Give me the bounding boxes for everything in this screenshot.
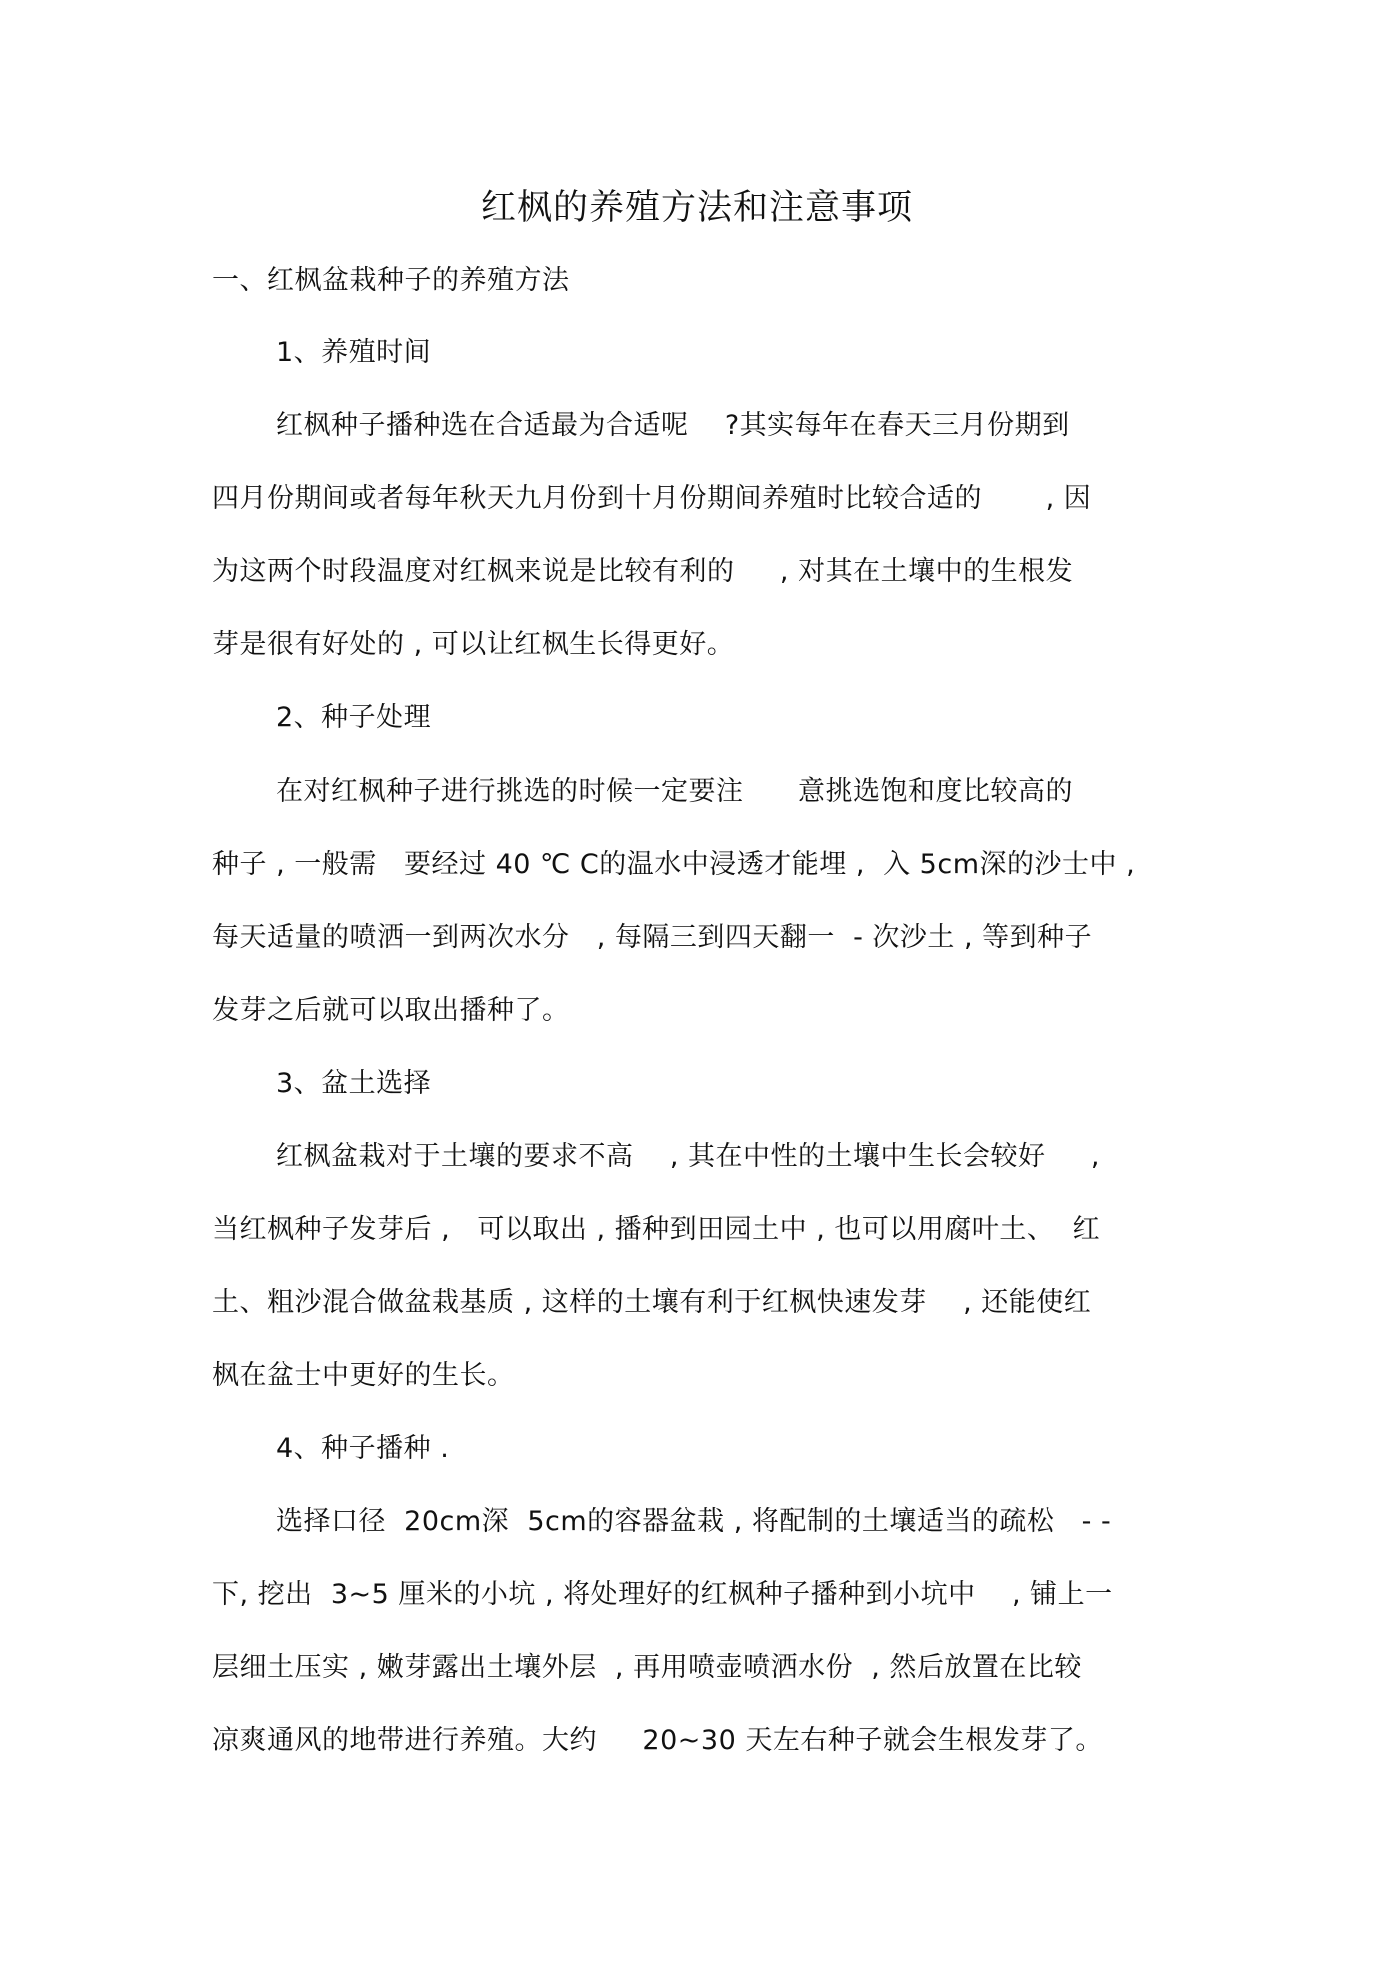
paragraph-line: 当红枫种子发芽后 , 可以取出 , 播种到田园土中 , 也可以用腐叶土、 红	[212, 1214, 1101, 1245]
paragraph-line: 选择口径 20cm深 5cm的容器盆栽 , 将配制的土壤适当的疏松 - -	[276, 1506, 1112, 1537]
paragraph-line: 下, 挖出 3~5 厘米的小坑 , 将处理好的红枫种子播种到小坑中 , 铺上一	[212, 1579, 1113, 1610]
subheading-1: 1、养殖时间	[276, 337, 432, 368]
paragraph-line: 每天适量的喷洒一到两次水分 , 每隔三到四天翻一 - 次沙土 , 等到种子	[212, 922, 1093, 953]
paragraph-line: 芽是很有好处的 , 可以让红枫生长得更好。	[212, 629, 735, 660]
paragraph-line: 在对红枫种子进行挑选的时候一定要注 意挑选饱和度比较高的	[276, 776, 1073, 807]
paragraph-line: 发芽之后就可以取出播种了。	[212, 995, 570, 1026]
paragraph-line: 枫在盆士中更好的生长。	[212, 1360, 515, 1391]
paragraph-line: 种子 , 一般需 要经过 40 ℃ C的温水中浸透才能埋 , 入 5cm深的沙士中 ,	[212, 849, 1136, 880]
paragraph-line: 层细土压实 , 嫩芽露出土壤外层 , 再用喷壶喷洒水份 , 然后放置在比较	[212, 1652, 1082, 1683]
document-title: 红枫的养殖方法和注意事项	[480, 188, 913, 228]
paragraph-line: 土、粗沙混合做盆栽基质 , 这样的土壤有利于红枫快速发芽 , 还能使红	[212, 1287, 1092, 1318]
subheading-2: 2、种子处理	[276, 702, 432, 733]
paragraph-line: 红枫盆栽对于土壤的要求不高 , 其在中性的土壤中生长会较好 ,	[276, 1141, 1100, 1172]
paragraph-line: 红枫种子播种选在合适最为合适呢 ?其实每年在春天三月份期到	[276, 410, 1070, 441]
subheading-3: 3、盆土选择	[276, 1068, 432, 1099]
paragraph-line: 凉爽通风的地带进行养殖。大约 20~30 天左右种子就会生根发芽了。	[212, 1725, 1103, 1756]
subheading-4: 4、种子播种 .	[276, 1433, 450, 1464]
paragraph-line: 四月份期间或者每年秋天九月份到十月份期间养殖时比较合适的 , 因	[212, 483, 1092, 514]
section-heading-1: 一、红枫盆栽种子的养殖方法	[212, 265, 570, 296]
paragraph-line: 为这两个时段温度对红枫来说是比较有利的 , 对其在土壤中的生根发	[212, 556, 1074, 587]
